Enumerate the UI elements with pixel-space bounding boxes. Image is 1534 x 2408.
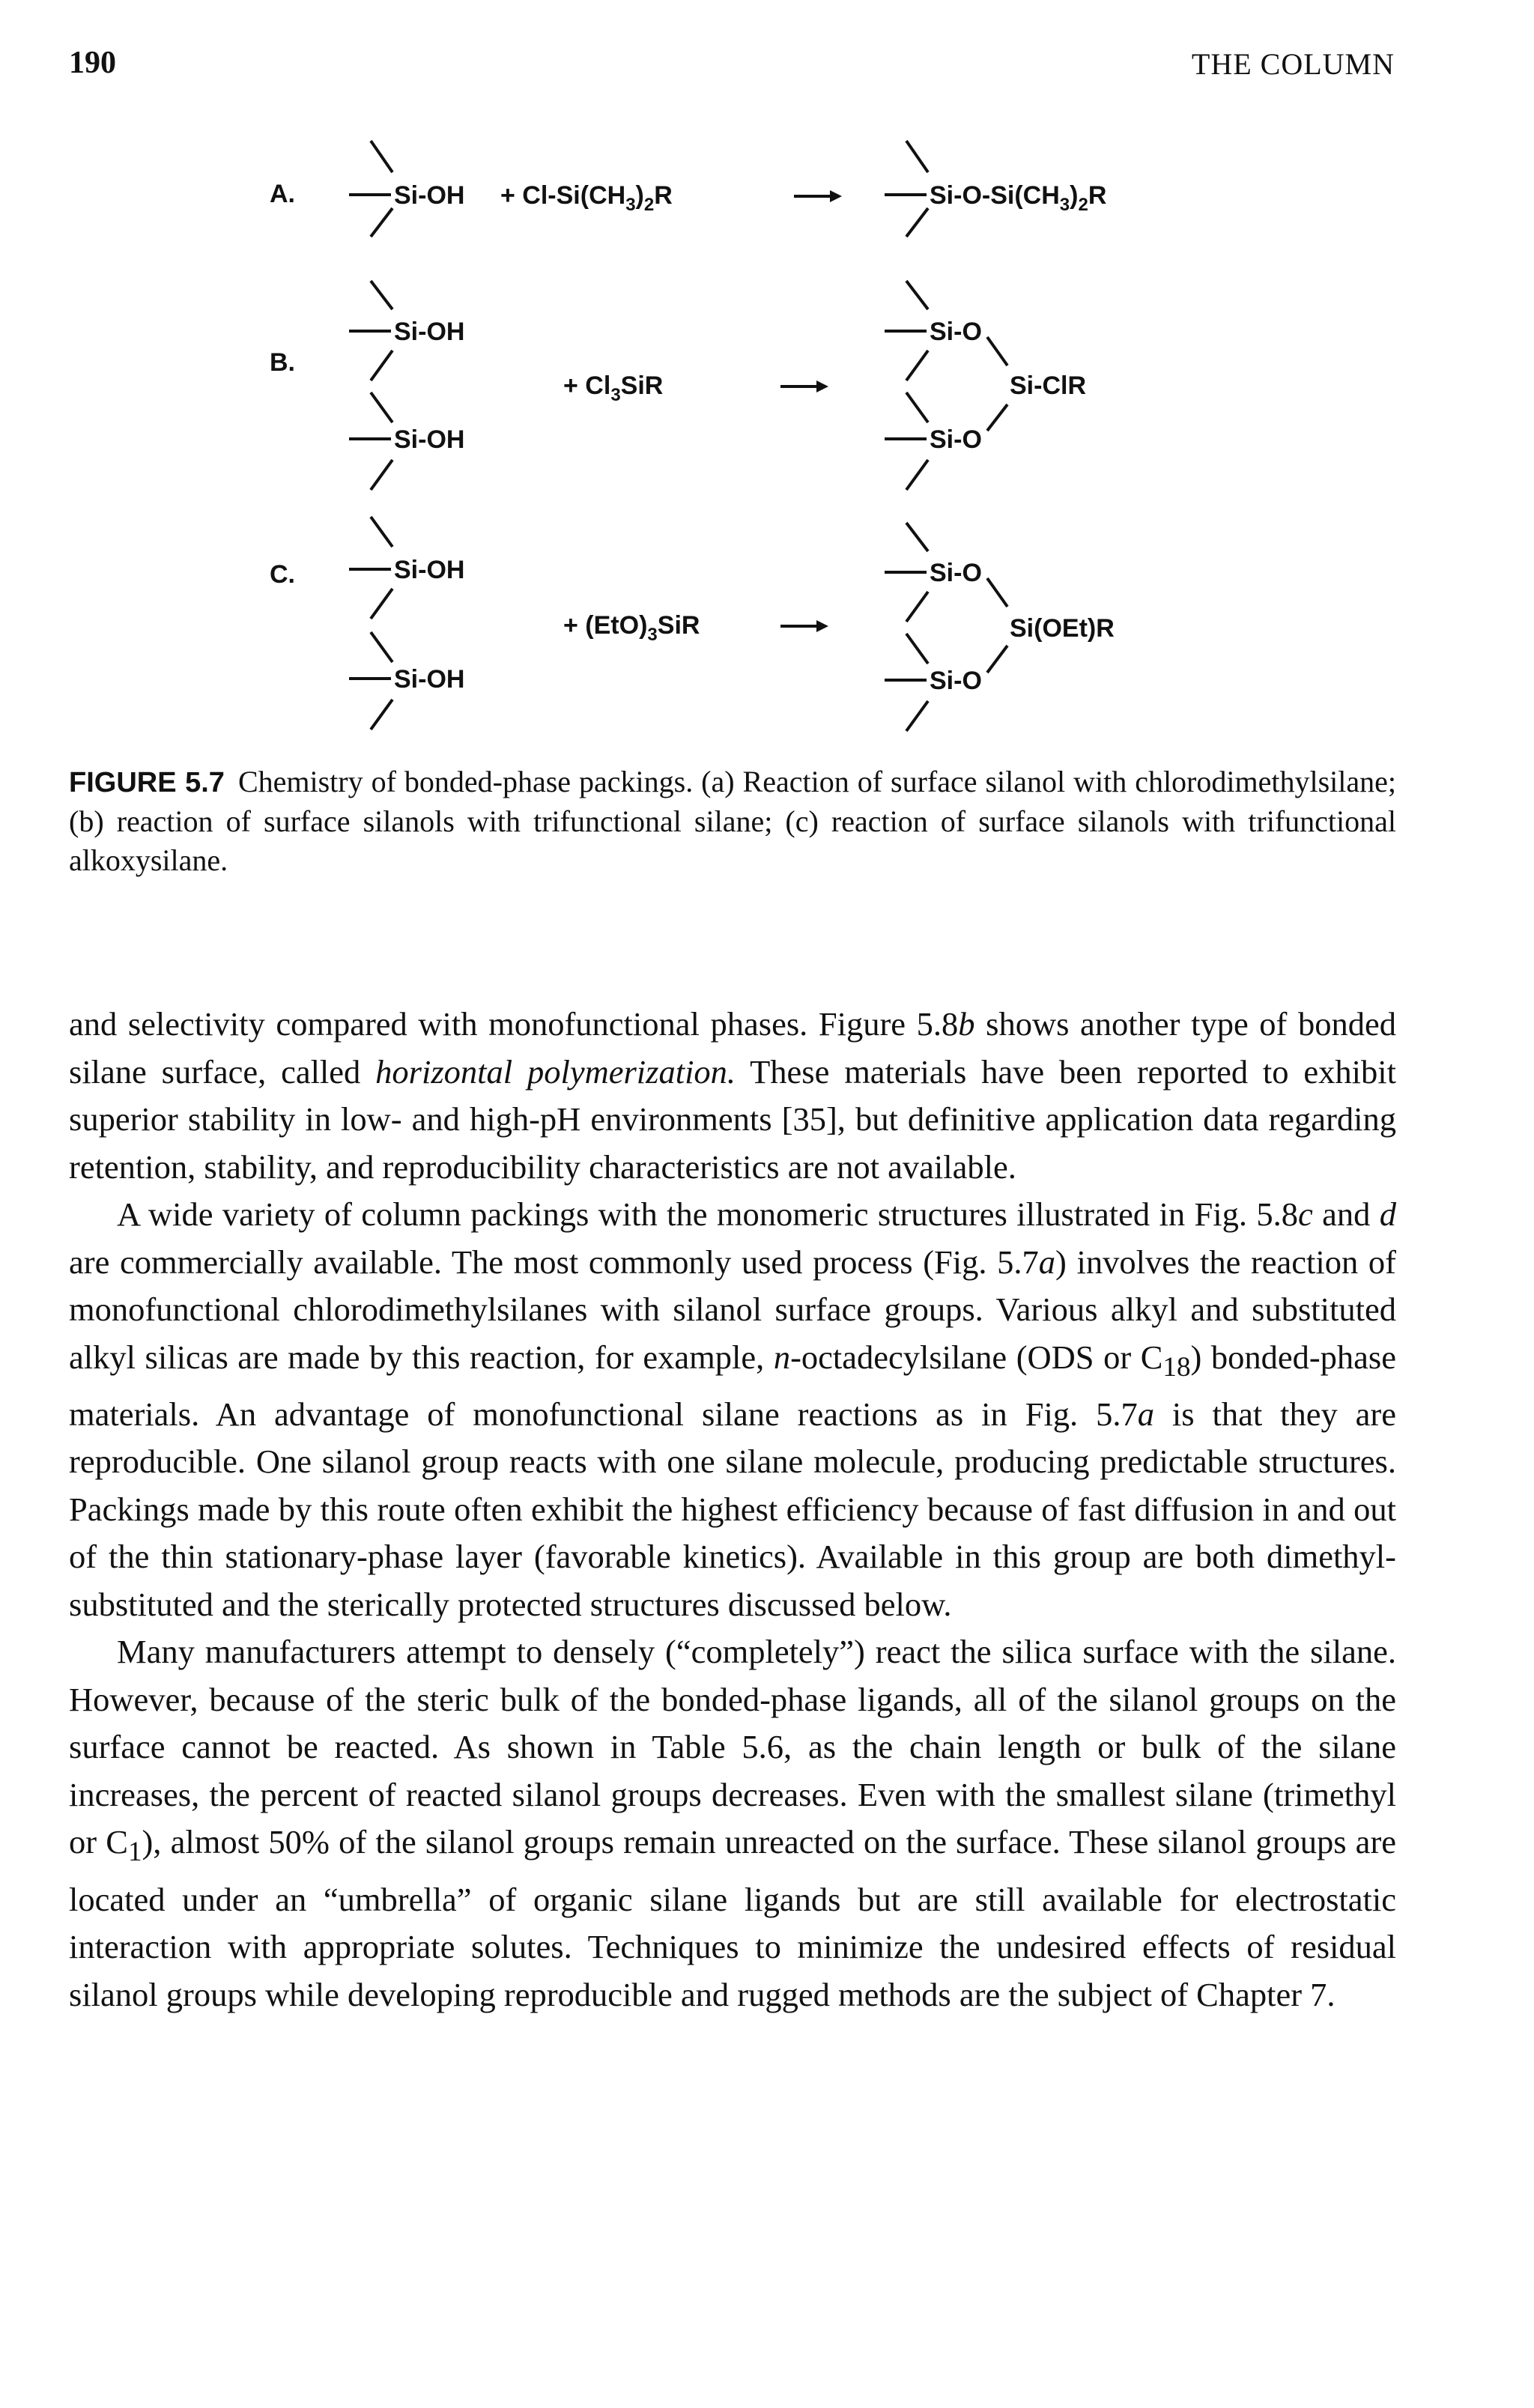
reaction-a-reagent: + $Cl-Si(CH_3)_2R$ [500,181,673,215]
reaction-b-reactant-top: Si-OH [394,318,465,346]
bond-line [906,281,928,309]
reaction-a-product-text: $Si-O-Si(CH_3)_2R$ [930,181,1107,215]
reaction-c-product-right: Si(OEt)R [1010,614,1115,643]
bond-line [371,632,392,662]
reaction-a-reactant [349,141,464,237]
reaction-c-label: C. [270,560,295,589]
page-header [0,45,1534,90]
paragraph-1: and selectivity compared with monofunctional phases. Figure 5.8b shows another type of bonded silane surface, called horizontal polymerization. These materials have been reported to exhibit superior stability in low- and high-pH environments [35], but definitive application data regarding retention, stability, and reproducibility characteristics are not available. [69,1005,1396,1186]
bond-line [987,404,1007,431]
reaction-b-reagent: + $Cl_3SiR$ [563,371,664,405]
bond-line [906,523,928,551]
bond-line [371,700,392,730]
reaction-c-reagent: + $(EtO)_3SiR$ [563,611,700,645]
reaction-b-product-bottom: Si-O [930,425,982,454]
paragraph-3: Many manufacturers attempt to densely (“completely”) react the silica surface with the silane. However, because of the steric bulk of the bonded-phase ligands, all of the silanol groups on the surface cannot be reacted. As shown in Table 5.6, as the chain length or bulk of the silane increases, the percent of reacted silanol groups decreases. Even with the smallest silane (trimethyl or $C_1$), almost 50% of the silanol groups remain unreacted on the surface. These silanol groups are located under an “umbrella” of organic silane ligands but are still available for electrostatic interaction with appropriate solutes. Techniques to minimize the undesired effects of residual silanol groups while developing reproducible and rugged methods are the subject of Chapter 7. [69,1633,1397,2013]
bond-line [987,646,1007,673]
reaction-b-reactant-bottom: Si-OH [394,425,465,454]
reaction-c-reactant-top: Si-OH [394,556,465,584]
paragraph-2: A wide variety of column packings with the monomeric structures illustrated in Fig. 5.8c and d are commercially available. The most commonly used process (Fig. 5.7a) involves the reaction of monofunctional chlorodimethylsilanes with silanol surface groups. Various alkyl and substituted alkyl silicas are made by this reaction, for example, n-octadecylsilane (ODS or $C_{18}$) bonded-phase materials. An advantage of monofunctional silane reactions as in Fig. 5.7a is that they are reproducible. One silanol group reacts with one silane molecule, producing predictable structures. Packings made by this route often exhibit the highest efficiency because of fast diffusion in and out of the thin stationary-phase layer (favorable kinetics). Available in this group are both dimethyl-substituted and the sterically protected structures discussed below. [69,1195,1396,1623]
bond-line [987,578,1007,607]
reaction-b-arrow [780,380,828,392]
figure-caption [69,762,1396,880]
reaction-b-product-top: Si-O [930,318,982,346]
bond-line [371,351,392,380]
bond-line [906,141,928,172]
reaction-a [270,141,1106,237]
reaction-c-product-top: Si-O [930,559,982,587]
reaction-c-reactant-bottom: Si-OH [394,665,465,694]
bond-line [371,517,392,547]
reaction-b [270,281,1086,490]
figure-reaction-scheme [0,112,1534,756]
bond-line [371,589,392,619]
bond-line [987,337,1007,366]
bond-line [906,701,928,731]
reaction-c-product-bottom: Si-O [930,667,982,695]
bond-line [906,592,928,622]
bond-line [906,634,928,664]
body-text [69,1001,1396,2019]
bond-line [906,392,928,422]
reaction-b-product-right: Si-ClR [1010,371,1086,400]
reaction-c-reactant [349,517,464,730]
bond-line [371,208,392,237]
reaction-diagram [0,112,1534,756]
bond-line [371,141,392,172]
running-head: THE COLUMN [1191,47,1395,81]
bond-line [371,460,392,490]
reaction-a-arrow [794,190,842,202]
reaction-a-product [885,141,1106,237]
reaction-c [270,517,1115,731]
bond-line [906,208,928,237]
reaction-a-reactant-text: Si-OH [394,181,465,210]
reaction-b-label: B. [270,348,295,377]
bond-line [906,460,928,490]
reaction-c-product [885,523,1115,731]
figure-caption-text: Chemistry of bonded-phase packings. (a) Reaction of surface silanol with chlorodimethylsilane; (b) reaction of surface silanols with trifunctional silane; (c) reaction of surface silanols with trifunctional alkoxysilane. [69,765,1397,877]
bond-line [371,281,392,309]
reaction-b-product [885,281,1086,490]
reaction-c-arrow [780,620,828,632]
bond-line [906,351,928,380]
bond-line [371,392,392,422]
reaction-a-label: A. [270,180,295,208]
figure-caption-label: FIGURE 5.7 [69,767,225,798]
reaction-b-reactant [349,281,464,490]
page-number: 190 [69,46,116,80]
